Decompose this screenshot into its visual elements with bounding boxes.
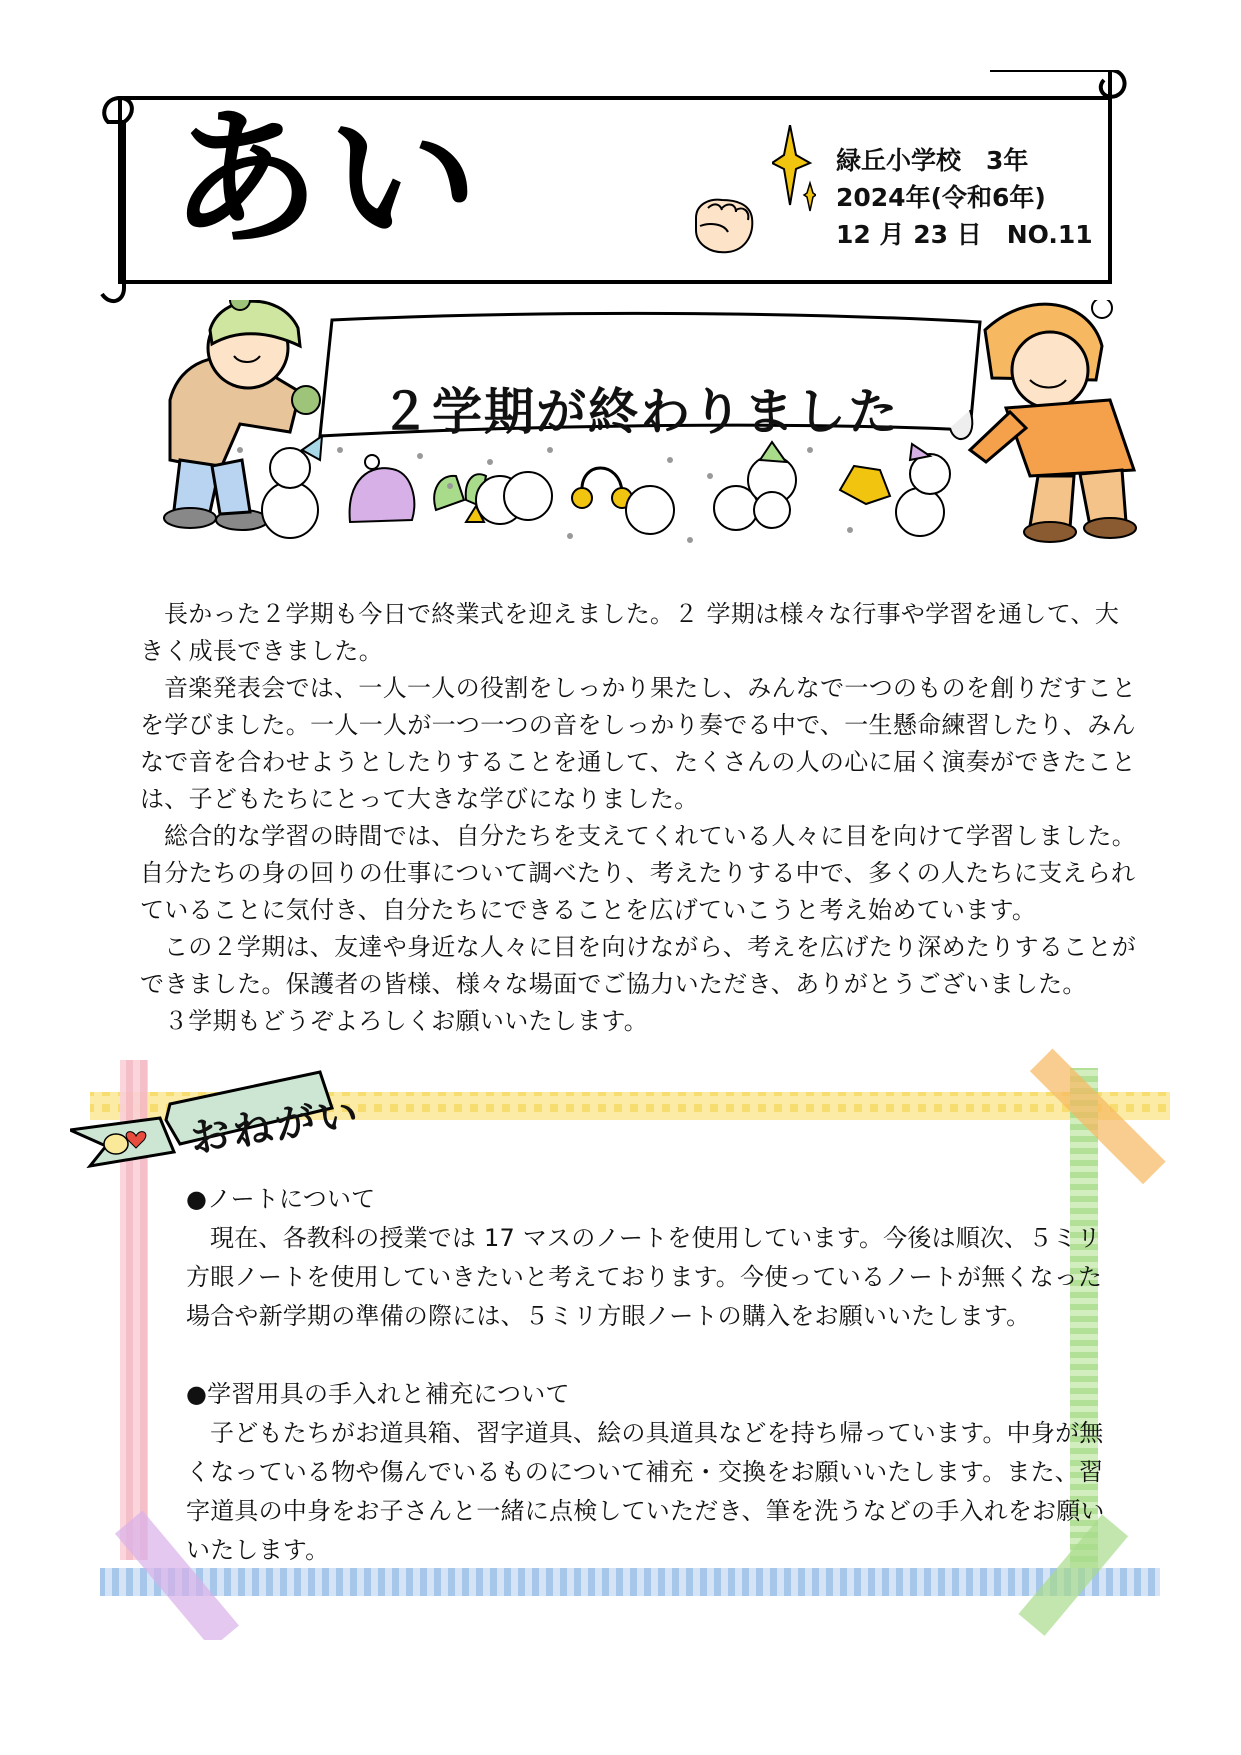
intro-paragraph: ３学期もどうぞよろしくお願いいたします。 xyxy=(164,1007,649,1035)
school-info xyxy=(836,142,1093,253)
school-name: 緑丘小学校 3年 xyxy=(836,146,1029,175)
onegai-label: おねがい xyxy=(186,1090,365,1163)
snowman-icon xyxy=(626,442,796,534)
notice-heading: ●学習用具の手入れと補充について xyxy=(186,1380,570,1408)
notice-item xyxy=(186,1180,1121,1336)
child-right xyxy=(970,300,1136,542)
sparkle-icon xyxy=(772,125,816,215)
issue-year: 2024年(令和6年) xyxy=(836,183,1046,212)
snowman-icon xyxy=(476,472,552,524)
notice-body: 現在、各教科の授業では 17 マスのノートを使用しています。今後は順次、５ミリ方眼ノートを使用していきたいと考えております。今使っているノートが無くなった場合や新学期の準備の際には、５ミリ方眼ノートの購入をお願いいたします。 xyxy=(186,1224,1103,1330)
snowman-icon xyxy=(262,436,322,538)
masthead-title: あい xyxy=(170,93,487,267)
knit-hat-icon xyxy=(350,455,415,522)
intro-paragraph: 音楽発表会では、一人一人の役割をしっかり果たし、みんなで一つのものを創りだすことを学びました。一人一人が一つ一つの音をしっかり奏でる中で、一生懸命練習したり、みんなで音を合わせようとしたりすることを通して、たくさんの人の心に届く演奏ができたことは、子どもたちにとって大きな学びになりました。 xyxy=(140,674,1136,813)
intro-paragraph: 長かった２学期も今日で終業式を迎えました。２ 学期は様々な行事や学習を通して、大きく成長できました。 xyxy=(140,600,1120,665)
intro-paragraph: この２学期は、友達や身近な人々に目を向けながら、考えを広げたり深めたりすることができました。保護者の皆様、様々な場面でご協力いただき、ありがとうございました。 xyxy=(140,933,1136,998)
issue-date-number: 12 月 23 日 NO.11 xyxy=(836,220,1093,249)
winter-illustration xyxy=(150,300,1170,600)
glove-icon xyxy=(840,466,890,504)
notice-list xyxy=(186,1180,1121,1609)
banner-title: ２学期が終わりました xyxy=(380,383,900,441)
notice-heading: ●ノートについて xyxy=(186,1185,376,1213)
fist-icon xyxy=(688,188,760,260)
snowman-icon xyxy=(896,444,950,536)
earmuff-icon xyxy=(572,468,632,508)
intro-paragraph: 総合的な学習の時間では、自分たちを支えてくれている人々に目を向けて学習しました。自分たちの身の回りの仕事について調べたり、考えたりする中で、多くの人たちに支えられていることに気付き、自分たちにできることを広げていこうと考え始めています。 xyxy=(140,822,1136,924)
chick-icon xyxy=(104,1134,128,1154)
notice-item xyxy=(186,1375,1121,1570)
notice-body: 子どもたちがお道具箱、習字道具、絵の具道具などを持ち帰っています。中身が無くなっている物や傷んでいるものについて補充・交換をお願いいたします。また、習字道具の中身をお子さんと一緒に点検していただき、筆を洗うなどの手入れをお願いいたします。 xyxy=(186,1419,1105,1564)
intro-text xyxy=(140,596,1140,1040)
